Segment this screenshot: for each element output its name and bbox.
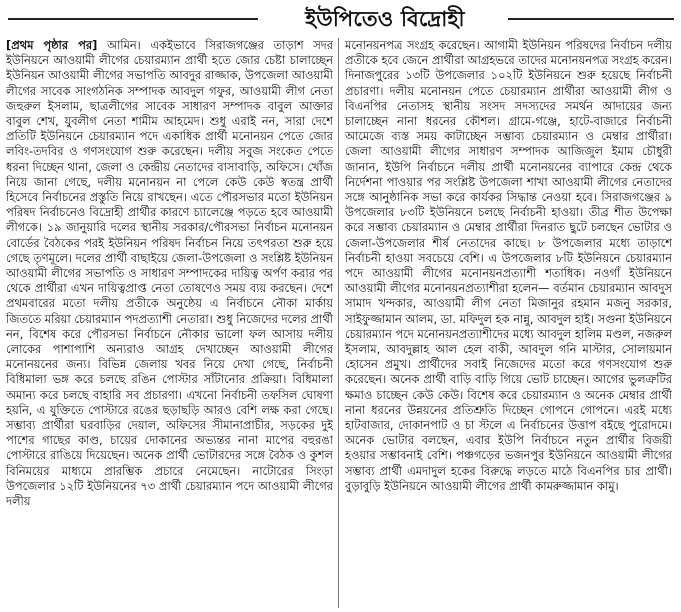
heading-rule-left [8,18,258,20]
continued-from-label: [প্রথম পৃষ্ঠার পর] [6,38,98,52]
article-paragraph-left [6,38,333,509]
column-divider [338,38,339,608]
article-column-right [345,38,672,608]
article-columns [6,38,676,608]
left-column-text: আমিন। একইভাবে সিরাজগঞ্জের তাড়াশ সদর ইউনিয়নে আওয়ামী লীগের চেয়ারম্যান প্রার্থী হতে জোর চেষ্টা চালাচ্ছেন ইউনিয়ন আওয়ামী লীগের সভাপতি আবদুর রাজ্জাক, উপজেলা আওয়ামী লীগের সাবেক সাংগঠনিক সম্পাদক আবদুল গফুর, আওয়ামী লীগ নেতা জহুরুল ইসলাম, ছাত্রলীগের সাবেক সাধারণ সম্পাদক বাবুল আক্তার বাবুল শেখ, যুবলীগ নেতা শামীম আহমেদ। শুধু এরাই নন, সারা দেশে প্রতিটি ইউনিয়নে চেয়ারম্যান পদে একাধিক প্রার্থী মনোনয়ন পেতে জোর লবিং-তদবির ও গণসংযোগ শুরু করেছেন। দলীয় সবুজ সংকেত পেতে ধরনা দিচ্ছেন থানা, জেলা ও কেন্দ্রীয় নেতাদের বাসাবাড়ি, অফিসে। খোঁজ নিয়ে জানা গেছে, দলীয় মনোনয়ন না পেলে কেউ কেউ স্বতন্ত্র প্রার্থী হিসেবে নির্বাচনের প্রস্তুতি নিয়ে রাখছেন। এতে পৌরসভার মতো ইউনিয়ন পরিষদ নির্বাচনেও বিদ্রোহী প্রার্থীর কারণে চ্যালেঞ্জে পড়তে হবে আওয়ামী লীগকে। ১৯ জানুয়ারি দলের স্থানীয় সরকার/পৌরসভা নির্বাচন মনোনয়ন বোর্ডের বৈঠকের পরই ইউনিয়ন পরিষদ নির্বাচন নিয়ে তৎপরতা শুরু হয়ে গেছে তৃণমূলে। দলের প্রার্থী বাছাইয়ে জেলা-উপজেলা ও সংশ্লিষ্ট ইউনিয়ন আওয়ামী লীগের সভাপতি ও সাধারণ সম্পাদকের দায়িত্ব অর্পণ করার পর থেকে প্রার্থীরা এখন দায়িত্বপ্রাপ্ত নেতা তোষণেও সময় ব্যয় করছেন। দেশে প্রথমবারের মতো দলীয় প্রতীকে অনুষ্ঠেয় এ নির্বাচনে নৌকা মার্কায় জিততে মরিয়া চেয়ারম্যান পদপ্রত্যাশী নেতারা। শুধু নিজেদের দলের প্রার্থী নন, বিশেষ করে পৌরসভা নির্বাচনে নৌকার ভালো ফল আসায় দলীয় লোকের পাশাপাশি অন্যরাও আগ্রহ দেখাচ্ছেন আওয়ামী লীগের মনোনয়নের জন্য। বিভিন্ন জেলায় খবর নিয়ে দেখা গেছে, নির্বাচনী বিধিমালা ভঙ্গ করে চলছে রঙিন পোস্টার সাঁটানোর প্রক্রিয়া। বিধিমালা অমান্য করে চলছে বাহারি সব প্রচারণা। এখনো নির্বাচনী তফসিল ঘোষণা হয়নি, এ যুক্তিতে পোস্টারে রঙের ছড়াছড়ি আরও বেশি লক্ষ করা গেছে। সম্ভাব্য প্রার্থীরা ঘরবাড়ির দেয়াল, অফিসের সীমানাপ্রাচীর, সড়কের দুই পাশের গাছের কাণ্ড, চায়ের দোকানের অভ্যন্তর নানা মাপের বহুরঙা পোস্টারে রাঙিয়ে দিয়েছেন। অনেক প্রার্থী ভোটারদের সঙ্গে বৈঠক ও কুশল বিনিময়ের মাধ্যমে প্রারম্ভিক প্রচারে নেমেছেন। নাটোরের সিংড়া উপজেলার ১২টি ইউনিয়নের ৭৩ প্রার্থী চেয়ারম্যান পদে আওয়ামী লীগের দলীয় [6,38,333,509]
article-paragraph-right: মনোনয়নপত্র সংগ্রহ করেছেন। আগামী ইউনিয়ন পরিষদের নির্বাচন দলীয় প্রতীকে হবে জেনে প্রার্থীরা আগ্রহভরে তাদের মনোনয়নপত্র সংগ্রহ করেন। দিনাজপুরের ১৩টি উপজেলার ১০২টি ইউনিয়নে শুরু হয়েছে নির্বাচনী প্রচারণা। দলীয় মনোনয়ন পেতে চেয়ারম্যান প্রার্থীরা আওয়ামী লীগ ও বিএনপির নেতাসহ স্থানীয় সংসদ সদস্যদের সমর্থন আদায়ের জন্য চালাচ্ছেন নানা ধরনের কৌশল। গ্রামে-গঞ্জে, হাটে-বাজারে নির্বাচনী আমেজে ব্যস্ত সময় কাটাচ্ছেন সম্ভাব্য চেয়ারম্যান ও মেম্বার প্রার্থীরা। জেলা আওয়ামী লীগের সাধারণ সম্পাদক আজিজুল ইমাম চৌধুরী জানান, ইউপি নির্বাচনে দলীয় প্রার্থী মনোনয়নের ব্যাপারে কেন্দ্র থেকে নির্দেশনা পাওয়ার পর সংশ্লিষ্ট উপজেলা শাখা আওয়ামী লীগের নেতাদের সঙ্গে আনুষ্ঠানিক সভা করে কার্যকর সিদ্ধান্ত নেওয়া হবে। সিরাজগঞ্জের ৯ উপজেলার ৮৩টি ইউনিয়নে চলছে নির্বাচনী হাওয়া। তীব্র শীত উপেক্ষা করে সম্ভাব্য চেয়ারম্যান ও মেম্বার প্রার্থীরা দিনরাত ছুটে চলছেন ভোটার ও জেলা-উপজেলার শীর্ষ নেতাদের কাছে। ৮ উপজেলার মধ্যে তাড়াশে নির্বাচনী হাওয়া সবচেয়ে বেশি। এ উপজেলার ৮টি ইউনিয়নে চেয়ারম্যান পদে আওয়ামী লীগের মনোনয়নপ্রত্যাশী শতাধিক। নওগাঁ ইউনিয়নে আওয়ামী লীগের মনোনয়নপ্রত্যাশীরা হলেন— বর্তমান চেয়ারম্যান আবদুস সামাদ খন্দকার, আওয়ামী লীগ নেতা মিজানুর রহমান মজনু সরকার, সাইফুজ্জামান আলম, ডা. মফিদুল হক নান্নু, আবদুল হাই। সগুনা ইউনিয়নে চেয়ারম্যান পদে মনোনয়নপ্রত্যাশীদের মধ্যে আবদুল হালিম মণ্ডল, নজরুল ইসলাম, আবদুল্লাহ আল হেল বাকী, আবদুল গনি মাস্টার, সোলায়মান হোসেন প্রমুখ। প্রার্থীদের সবাই নিজেদের মতো করে গণসংযোগ শুরু করেছেন। অনেক প্রার্থী বাড়ি বাড়ি গিয়ে ভোট চাচ্ছেন। আগের ভুলত্রুটির ক্ষমাও চাচ্ছেন কেউ কেউ। বিশেষ করে চেয়ারম্যান ও অনেক মেম্বার প্রার্থী নানা ধরনের উন্নয়নের প্রতিশ্রুতি দিচ্ছেন গোপনে গোপনে। এরই মধ্যে হাটবাজার, দোকানপাট ও চা স্টলে এ নির্বাচনের উত্তাপ বইছে পুরোদমে। অনেক ভোটার বলছেন, এবার ইউপি নির্বাচনে নতুন প্রার্থীর বিজয়ী হওয়ার সম্ভাবনাই বেশি। পঞ্চগড়ের ভজনপুর ইউনিয়নে আওয়ামী লীগের সম্ভাব্য প্রার্থী এমদাদুল হকের বিরুদ্ধে লড়তে মাঠে বিএনপির চার প্রার্থী। বুড়াবুড়ি ইউনিয়নে আওয়ামী লীগের প্রার্থী কামরুজ্জামান কামু। [345,38,672,493]
article-heading-row [0,6,681,34]
heading-rule-right [508,18,674,20]
article-headline: ইউপিতেও বিদ্রোহী [305,7,465,31]
article-column-left [6,38,333,608]
